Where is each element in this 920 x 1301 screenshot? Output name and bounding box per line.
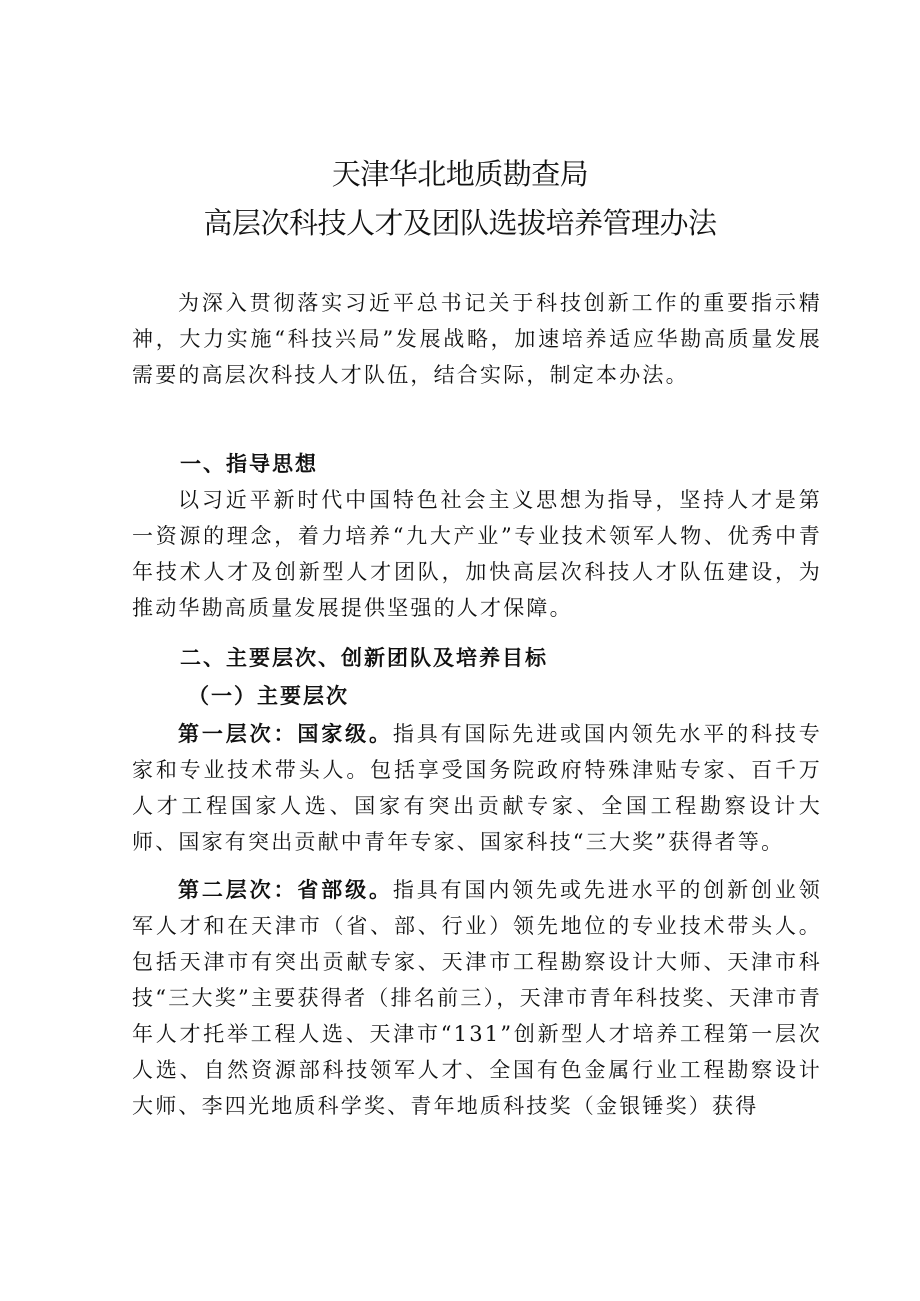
- section-2-subheading: （一）主要层次: [188, 684, 349, 708]
- intro-paragraph: 为深入贯彻落实习近平总书记关于科技创新工作的重要指示精神，大力实施“科技兴局”发展战略，加速培养适应华勘高质量发展需要的高层次科技人才队伍，结合实际，制定本办法。: [132, 291, 822, 387]
- section-1-paragraph: 以习近平新时代中国特色社会主义思想为指导，坚持人才是第一资源的理念，着力培养“九大产业”专业技术领军人物、优秀中青年技术人才及创新型人才团队，加快高层次科技人才队伍建设，为推动华勘高质量发展提供坚强的人才保障。: [132, 488, 822, 620]
- level-1-lead: 第一层次：国家级。: [178, 722, 393, 746]
- level-2-body: 指具有国内领先或先进水平的创新创业领军人才和在天津市（省、部、行业）领先地位的专业技术带头人。包括天津市有突出贡献专家、天津市工程勘察设计大师、天津市科技“三大奖”主要获得者（排名前三），天津市青年科技奖、天津市青年人才托举工程人选、天津市“131”创新型人才培养工程第一层次人选、自然资源部科技领军人才、全国有色金属行业工程勘察设计大师、李四光地质科学奖、青年地质科技奖（金银锤奖）获得: [132, 878, 822, 1118]
- section-2-heading: 二、主要层次、创新团队及培养目标: [180, 646, 548, 670]
- level-2-paragraph: [132, 872, 822, 1124]
- level-1-paragraph: [132, 716, 822, 860]
- document-title-line-2: 高层次科技人才及团队选拔培养管理办法: [203, 206, 717, 240]
- level-2-lead: 第二层次：省部级。: [178, 878, 393, 902]
- level-1-body: 指具有国际先进或国内领先水平的科技专家和专业技术带头人。包括享受国务院政府特殊津贴专家、百千万人才工程国家人选、国家有突出贡献专家、全国工程勘察设计大师、国家有突出贡献中青年专家、国家科技“三大奖”获得者等。: [132, 722, 822, 854]
- section-1-heading: 一、指导思想: [180, 452, 318, 476]
- document-title-line-1: 天津华北地质勘查局: [331, 157, 589, 191]
